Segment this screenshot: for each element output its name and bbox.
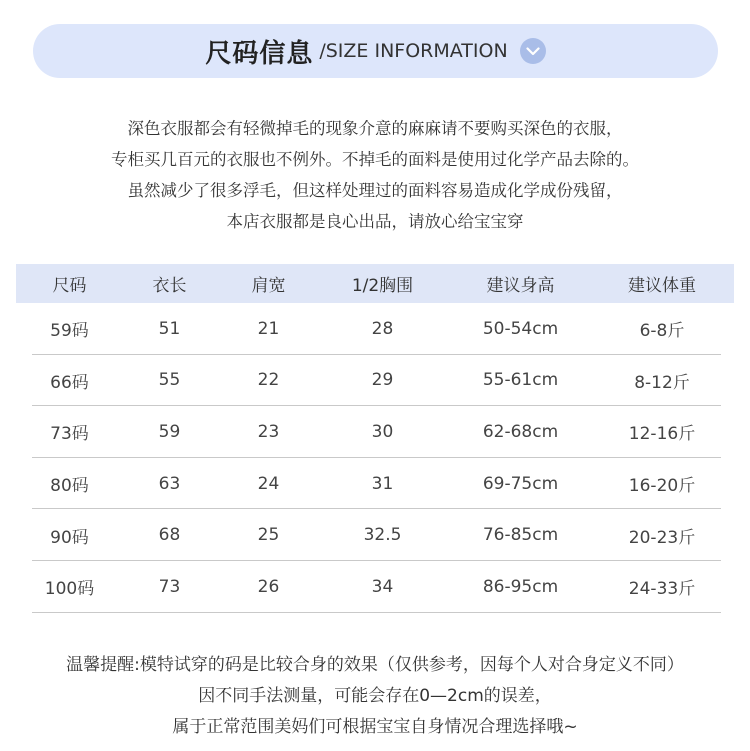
fit-notes <box>0 650 750 743</box>
cell-size: 59码 <box>50 321 89 342</box>
cell-size: 73码 <box>50 424 89 445</box>
table-row <box>16 509 734 561</box>
cell-height: 76-85cm <box>482 525 559 546</box>
chevron-down-icon <box>520 38 546 64</box>
cell-shoulder: 25 <box>257 525 280 546</box>
banner-title <box>33 24 718 78</box>
cell-weight: 12-16斤 <box>628 424 696 445</box>
cell-weight: 8-12斤 <box>634 372 690 393</box>
cell-height: 86-95cm <box>482 576 559 597</box>
cell-weight: 24-33斤 <box>628 579 696 600</box>
intro-line: 深色衣服都会有轻微掉毛的现象介意的麻麻请不要购买深色的衣服， <box>127 119 623 138</box>
cell-shoulder: 26 <box>257 576 280 597</box>
cell-height: 69-75cm <box>482 473 559 494</box>
header-cell-size: 尺码 <box>52 276 87 296</box>
cell-chest: 32.5 <box>363 525 402 546</box>
cell-size: 66码 <box>50 372 89 393</box>
cell-size: 90码 <box>50 527 89 548</box>
cell-length: 73 <box>158 576 181 597</box>
cell-size: 100码 <box>44 579 95 600</box>
cell-height: 50-54cm <box>482 318 559 339</box>
cell-weight: 16-20斤 <box>628 476 696 497</box>
title-chinese: 尺码信息 <box>205 38 314 69</box>
cell-shoulder: 24 <box>257 473 280 494</box>
cell-weight: 20-23斤 <box>628 527 696 548</box>
intro-line: 虽然减少了很多浮毛，但这样处理过的面料容易造成化学成份残留， <box>127 181 623 200</box>
cell-chest: 29 <box>371 370 394 391</box>
header-cell-length: 衣长 <box>152 276 187 296</box>
cell-length: 59 <box>158 421 181 442</box>
table-row <box>16 458 734 510</box>
cell-chest: 28 <box>371 318 394 339</box>
table-row <box>16 355 734 407</box>
table-row <box>16 406 734 458</box>
note-line: 因不同手法测量，可能会存在0—2cm的误差， <box>198 686 552 706</box>
cell-shoulder: 23 <box>257 421 280 442</box>
title-banner <box>33 24 718 78</box>
note-line: 属于正常范围美妈们可根据宝宝自身情况合理选择哦~ <box>172 717 578 737</box>
cell-height: 62-68cm <box>482 421 559 442</box>
cell-chest: 34 <box>371 576 394 597</box>
table-header-row <box>16 264 734 303</box>
cell-length: 68 <box>158 525 181 546</box>
header-cell-shoulder: 肩宽 <box>251 276 286 296</box>
title-english: /SIZE INFORMATION <box>319 40 508 62</box>
note-line: 温馨提醒:模特试穿的码是比较合身的效果（仅供参考，因每个人对合身定义不同） <box>66 655 684 675</box>
intro-text <box>0 113 750 237</box>
cell-size: 80码 <box>50 476 89 497</box>
cell-shoulder: 22 <box>257 370 280 391</box>
table-row <box>16 303 734 355</box>
cell-length: 55 <box>158 370 181 391</box>
header-cell-chest: 1/2胸围 <box>351 276 414 296</box>
header-cell-height: 建议身高 <box>486 276 555 296</box>
cell-chest: 30 <box>371 421 394 442</box>
table-row <box>16 561 734 613</box>
cell-chest: 31 <box>371 473 394 494</box>
cell-length: 51 <box>158 318 181 339</box>
cell-length: 63 <box>158 473 181 494</box>
cell-height: 55-61cm <box>482 370 559 391</box>
header-cell-weight: 建议体重 <box>628 276 696 296</box>
intro-line: 本店衣服都是良心出品，请放心给宝宝穿 <box>226 212 524 231</box>
size-table <box>16 264 734 613</box>
cell-shoulder: 21 <box>257 318 280 339</box>
cell-weight: 6-8斤 <box>639 321 685 342</box>
intro-line: 专柜买几百元的衣服也不例外。不掉毛的面料是使用过化学产品去除的。 <box>111 150 639 169</box>
